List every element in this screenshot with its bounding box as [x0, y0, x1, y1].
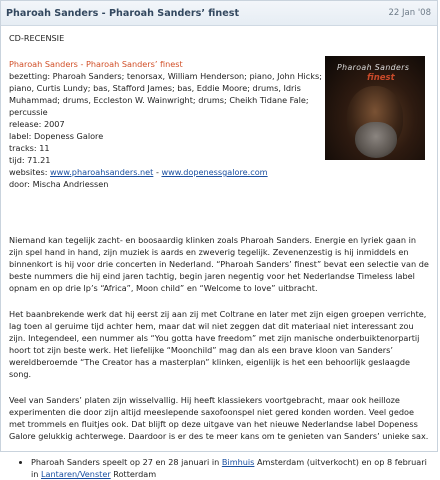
- website-link-dopenessgalore[interactable]: www.dopenessgalore.com: [161, 167, 268, 177]
- lineup-line: bezetting: Pharoah Sanders; tenorsax, William Henderson; piano, John Hicks;: [9, 71, 322, 81]
- play-time: tijd: 71.21: [9, 155, 51, 165]
- cover-artist-name: Pharoah Sanders: [337, 63, 410, 72]
- websites-line: [9, 166, 323, 178]
- lineup-line: percussie: [9, 107, 48, 117]
- track-count: tracks: 11: [9, 143, 50, 153]
- gig-text-middle: Amsterdam (uitverkocht) en op 8 februari in: [31, 457, 427, 479]
- review-paragraph-3: Veel van Sanders’ platen zijn wisselvallig. Hij heeft klassiekers voortgebracht, maar ook heilloze experimenten die door zijn altijd meeslepende saxofoonspel niet gered konden worden. Veel gedoe met trommels en fluitjes ook. Dat blijft op deze uitgave van het nieuwe Nederlandse label Dopeness Galore gelukkig achterwege. Daardoor is er des te meer kans om te genieten van Sanders’ unieke sax.: [9, 395, 429, 441]
- record-label: label: Dopeness Galore: [9, 131, 104, 141]
- website-link-pharoahsanders[interactable]: www.pharoahsanders.net: [50, 167, 154, 177]
- post-category: CD-RECENSIE: [9, 33, 65, 43]
- album-info-text: [9, 58, 323, 190]
- gig-list-item: [31, 456, 429, 480]
- review-paragraph-2: Het baanbrekende werk dat hij eerst zij aan zij met Coltrane en later met zijn eigen groepen verrichte, lag toen al geruime tijd achter hem, maar dat wil niet zeggen dat dit materiaal niet interessant zou zijn. Integendeel, een nummer als “You gotta have freedom” met zijn manische onderbuiktenorpartij hoort tot zijn beste werk. Het liefelijke “Moonchild” mag dan als een brave kloon van Sanders’ wereldberoemde “The Creator has a masterplan” klinken, eigenlijk is het een behoorlijk geslaagde song.: [9, 309, 427, 379]
- review-author: door: Mischa Andriessen: [9, 179, 109, 189]
- post-title: Pharoah Sanders - Pharoah Sanders’ finest: [6, 7, 240, 19]
- release-year: release: 2007: [9, 119, 65, 129]
- post-date: 22 Jan '08: [388, 8, 431, 18]
- venue-link-bimhuis[interactable]: Bimhuis: [221, 457, 255, 467]
- websites-label: websites:: [9, 167, 51, 177]
- post-header: [1, 1, 437, 26]
- gig-text-prefix: Pharoah Sanders speelt op 27 en 28 januari in: [31, 457, 222, 467]
- album-title: Pharoah Sanders - Pharoah Sanders’ finest: [9, 59, 183, 69]
- lineup-line: piano, Curtis Lundy; bas, Stafford James; bas, Eddie Moore; drums, Idris: [9, 83, 301, 93]
- lineup-line: Muhammad; drums, Eccleston W. Wainwright; drums; Cheikh Tidane Fale;: [9, 95, 309, 105]
- album-info-block: [9, 58, 429, 234]
- post-content: [1, 26, 437, 480]
- review-paragraph-1: Niemand kan tegelijk zacht- en boosaardig klinken zoals Pharoah Sanders. Energie en lyriek gaan in zijn spel hand in hand, zijn muziek is aards en zweverig tegelijk. Zevenenzestig is hij inmiddels en binnenkort is hij voor drie concerten in Nederland. “Pharoah Sanders’ finest” bevat een selectie van de beste nummers die hij eind jaren tachtig, begin jaren negentig voor het Nederlandse Timeless label opnam en op drie lp’s “Africa”, Moon child” en “Welcome to love” uitbracht.: [9, 235, 429, 293]
- websites-separator: -: [153, 167, 162, 177]
- album-cover-image: [325, 56, 425, 160]
- artist-beard: [355, 122, 397, 158]
- gig-list: [9, 456, 429, 480]
- gig-text-suffix: Rotterdam: [110, 469, 157, 479]
- cover-subtitle: finest: [367, 73, 395, 83]
- venue-link-lantaren-venster[interactable]: Lantaren/Venster: [41, 469, 111, 479]
